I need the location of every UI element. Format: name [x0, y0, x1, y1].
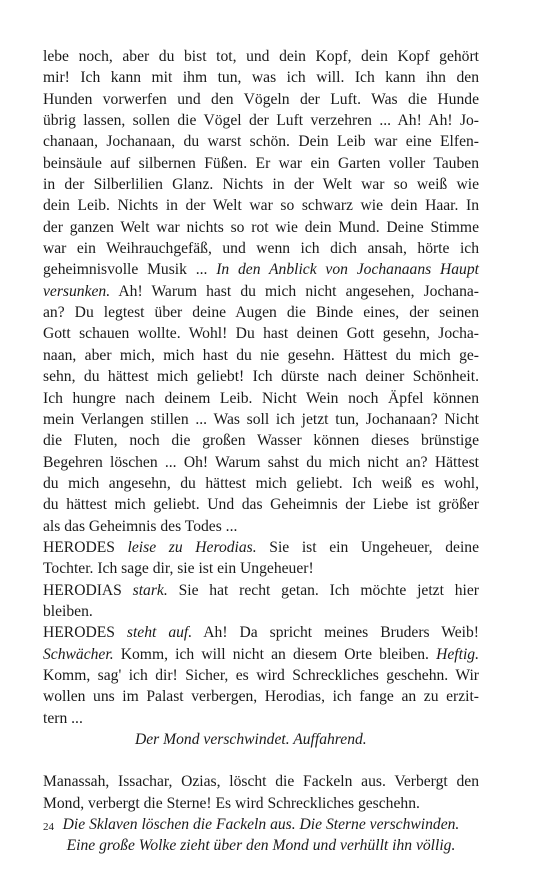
text-line: bleiben. — [43, 602, 93, 620]
text-line: beinsäule auf silbernen Füßen. Er war ein Garten voller Tauben — [43, 154, 479, 172]
stage-direction: Heftig. — [436, 645, 479, 663]
text-line: Mond, verbergt die Sterne! Es wird Schreckliches geschehn. — [43, 794, 420, 812]
text-line: naan, aber mich, mich hast du nie gesehn. Hättest du mich ge- — [43, 346, 479, 364]
stage-direction: versunken. — [43, 282, 111, 300]
stage-direction: stark. — [132, 581, 168, 599]
speaker-name: HERODES — [43, 538, 128, 556]
text-line: Tochter. Ich sage dir, sie ist ein Ungeheuer! — [43, 560, 314, 578]
stage-direction: In den Anblick von Jochanaans Haupt — [216, 261, 479, 279]
speaker-line — [43, 537, 479, 558]
text-fragment: Sie ist ein Ungeheuer, deine — [256, 538, 479, 556]
stage-direction-line — [43, 814, 479, 835]
text-line: Hunden vorwerfen und den Vögeln der Luft. Was die Hunde — [43, 90, 479, 108]
page-number: 24 — [43, 821, 54, 833]
text-fragment: Sie hat recht getan. Ich möchte jetzt hier — [167, 581, 479, 599]
text-line: an? Du legtest über deine Augen die Binde eines, der seinen — [43, 304, 479, 322]
stage-direction-line — [43, 729, 479, 750]
text-line: mir! Ich kann mit ihm tun, was ich will. Ich kann ihn den — [43, 69, 479, 87]
text-fragment: Komm, ich will nicht an diesem Orte bleiben. — [113, 645, 437, 663]
text-line: dein Leib. Nichts in der Welt war so schwarz wie dein Haar. In — [43, 197, 479, 215]
text-fragment: geheimnisvolle Musik ... — [43, 261, 217, 279]
stage-direction-line — [43, 835, 479, 856]
text-line: mein Verlangen stillen ... Was soll ich jetzt tun, Jochanaan? Nicht — [43, 410, 479, 428]
text-fragment: Ah! Warum hast du mich nicht angesehen, Jochana- — [110, 282, 479, 300]
text-line — [43, 259, 479, 280]
text-line: du hättest mich geliebt. Und das Geheimnis der Liebe ist größer — [43, 496, 479, 514]
text-line: Manassah, Issachar, Ozias, löscht die Fackeln aus. Verbergt den — [43, 773, 479, 791]
text-line: wollen uns im Palast verbergen, Herodias, ich fange an zu erzit- — [43, 688, 479, 706]
text-line: du mich angesehn, du hättest mich geliebt. Ich weiß es wohl, — [43, 474, 479, 492]
stage-direction: Die Sklaven löschen die Fackeln aus. Die Sterne verschwinden. — [62, 816, 460, 834]
text-line: war ein Weihrauchgefäß, und wenn ich dich ansah, hörte ich — [43, 240, 479, 258]
speaker-line — [43, 622, 479, 643]
page-text — [43, 46, 479, 857]
stage-direction: Schwächer. — [43, 645, 114, 663]
text-line: in der Silberlilien Glanz. Nichts in der Welt war so weiß wie — [43, 176, 479, 194]
text-line: Komm, sag' ich dir! Sicher, es wird Schreckliches geschehn. Wir — [43, 666, 479, 684]
stage-direction: Eine große Wolke zieht über den Mond und verhüllt ihn völlig. — [66, 837, 456, 855]
text-line — [43, 281, 479, 302]
text-line — [43, 644, 479, 665]
text-line: Ich hungre nach deinem Leib. Nicht Wein noch Äpfel können — [43, 389, 479, 407]
speaker-name: HERODES — [43, 624, 127, 642]
stage-direction: Der Mond verschwindet. Auffahrend. — [135, 731, 367, 748]
text-line: sehn, du hättest mich geliebt! Ich dürste nach deiner Schönheit. — [43, 368, 479, 386]
text-line: der ganzen Welt war nichts so rot wie dein Mund. Deine Stimme — [43, 218, 479, 236]
text-line: die Fluten, noch die großen Wasser können dieses brünstige — [43, 432, 479, 450]
paragraph-gap — [43, 750, 479, 771]
speaker-name: HERODIAS — [43, 581, 133, 599]
text-line: chanaan, Jochanaan, du warst schön. Dein Leib war eine Elfen- — [43, 133, 479, 151]
text-line: Gott schauen wollte. Wohl! Du hast deinen Gott gesehn, Jocha- — [43, 325, 479, 343]
text-fragment: Ah! Da spricht meines Bruders Weib! — [192, 624, 479, 642]
stage-direction: steht auf. — [126, 624, 193, 642]
stage-direction: leise zu Herodias. — [127, 538, 257, 556]
text-line: Begehren löschen ... Oh! Warum sahst du mich nicht an? Hättest — [43, 453, 479, 471]
text-line: als das Geheimnis des Todes ... — [43, 517, 238, 535]
speaker-line — [43, 580, 479, 601]
text-line: tern ... — [43, 709, 83, 727]
text-line: lebe noch, aber du bist tot, und dein Kopf, dein Kopf gehört — [43, 48, 479, 65]
text-line: übrig lassen, sollen die Vögel der Luft verzehren ... Ah! Ah! Jo- — [43, 112, 479, 130]
